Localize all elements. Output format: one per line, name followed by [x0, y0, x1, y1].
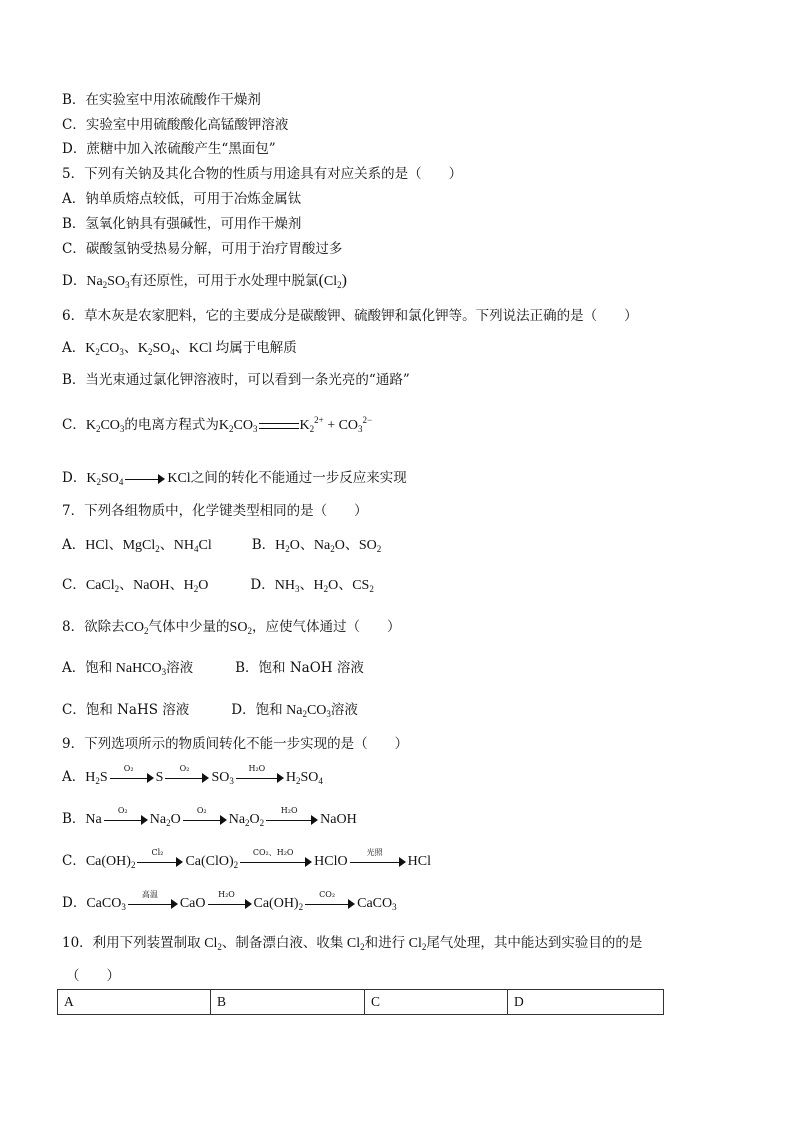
- q8-stem: 8．欲除去$CO_2$气体中少量的$SO_2$，应使气体通过（ ）: [62, 619, 401, 636]
- q8-options-ab: A．饱和 NaHCO$_3$溶液 B．饱和 NaOH 溶液: [62, 660, 364, 677]
- q6-option-b: B．当光束通过氯化钾溶液时，可以看到一条光亮的“通路”: [62, 372, 410, 388]
- reaction-arrow: O₂: [104, 813, 148, 827]
- q4-option-c: C．实验室中用硫酸酸化高锰酸钾溶液: [62, 117, 289, 133]
- q5-option-d: D．$Na_2SO_3$有还原性，可用于水处理中脱氯$(Cl_2)$: [62, 272, 347, 290]
- q7-options-cd: C．CaCl$_2$、NaOH、$H_2O$ D．$NH_3$、$H_2O$、$CS_2$: [62, 577, 374, 594]
- q6-stem: 6．草木灰是农家肥料，它的主要成分是碳酸钾、硫酸钾和氯化钾等。下列说法正确的是（ ）: [62, 308, 638, 324]
- option-cell-c: C: [365, 990, 508, 1015]
- reaction-arrow: 高温: [128, 897, 178, 911]
- q10-options-table: [57, 989, 664, 1015]
- q7-stem: 7．下列各组物质中，化学键类型相同的是（ ）: [62, 503, 368, 519]
- q5-option-c: C．碳酸氢钠受热易分解，可用于治疗胃酸过多: [62, 241, 343, 257]
- reaction-arrow: H₂O: [266, 813, 318, 827]
- q9-option-c: C．$Ca(OH)_2$ Cl₂ $Ca(ClO)_2$ CO₂、H₂O HClO 光照 HCl: [62, 847, 431, 870]
- reaction-arrow: H₂O: [236, 771, 284, 785]
- q8-options-cd: C．饱和 NaHS 溶液 D．饱和 $Na_2CO_3$溶液: [62, 702, 358, 719]
- reaction-arrow: O₂: [110, 771, 154, 785]
- q4-option-b: B．在实验室中用浓硫酸作干燥剂: [62, 92, 261, 108]
- reaction-arrow: CO₂: [305, 897, 355, 911]
- q6-option-a: A．$K_2CO_3$、$K_2SO_4$、KCl 均属于电解质: [62, 340, 297, 357]
- q6-option-d: D．$K_2SO_4$ KCl之间的转化不能通过一步反应来实现: [62, 470, 407, 487]
- reaction-arrow: 光照: [350, 855, 406, 869]
- q9-option-b: B．Na O₂ $Na_2O$ O₂ $Na_2O_2$ H₂O NaOH: [62, 805, 357, 828]
- q5-option-a: A．钠单质熔点较低，可用于冶炼金属钛: [62, 191, 302, 207]
- q6-option-c: C．$K_2CO_3$的电离方程式为$K_2CO_3$ $K_2^{2+} + CO_3^{2-}$: [62, 415, 373, 434]
- reaction-arrow: O₂: [183, 813, 227, 827]
- option-cell-a: A: [58, 990, 211, 1015]
- reaction-arrow: CO₂、H₂O: [240, 855, 312, 869]
- q5-option-b: B．氢氧化钠具有强碱性，可用作干燥剂: [62, 216, 302, 232]
- q7-options-ab: A．HCl、MgCl$_2$、$NH_4Cl$ B．$H_2O$、$Na_2O$、$SO_2$: [62, 537, 382, 554]
- option-cell-d: D: [508, 990, 664, 1015]
- q9-option-d: D．CaCO$_3$ 高温 CaO H₂O $Ca(OH)_2$ CO₂ CaCO$_3$: [62, 889, 397, 912]
- q4-option-d: D．蔗糖中加入浓硫酸产生“黑面包”: [62, 141, 276, 157]
- q10-stem: 10．利用下列装置制取 $Cl_2$、制备漂白液、收集 $Cl_2$和进行 $Cl_2$尾气处理，其中能达到实验目的的是: [62, 935, 643, 952]
- reaction-arrow: [125, 472, 165, 486]
- reaction-arrow: H₂O: [208, 897, 252, 911]
- q5-stem: 5．下列有关钠及其化合物的性质与用途具有对应关系的是（ ）: [62, 166, 463, 182]
- reaction-arrow: Cl₂: [137, 855, 183, 869]
- q9-stem: 9．下列选项所示的物质间转化不能一步实现的是（ ）: [62, 736, 409, 752]
- reaction-arrow: O₂: [165, 771, 209, 785]
- q9-option-a: A．$H_2S$ O₂ S O₂ $SO_3$ H₂O $H_2SO_4$: [62, 763, 323, 786]
- equals-sign: [259, 423, 299, 429]
- q10-answer-paren: （ ）: [66, 968, 120, 984]
- option-cell-b: B: [211, 990, 365, 1015]
